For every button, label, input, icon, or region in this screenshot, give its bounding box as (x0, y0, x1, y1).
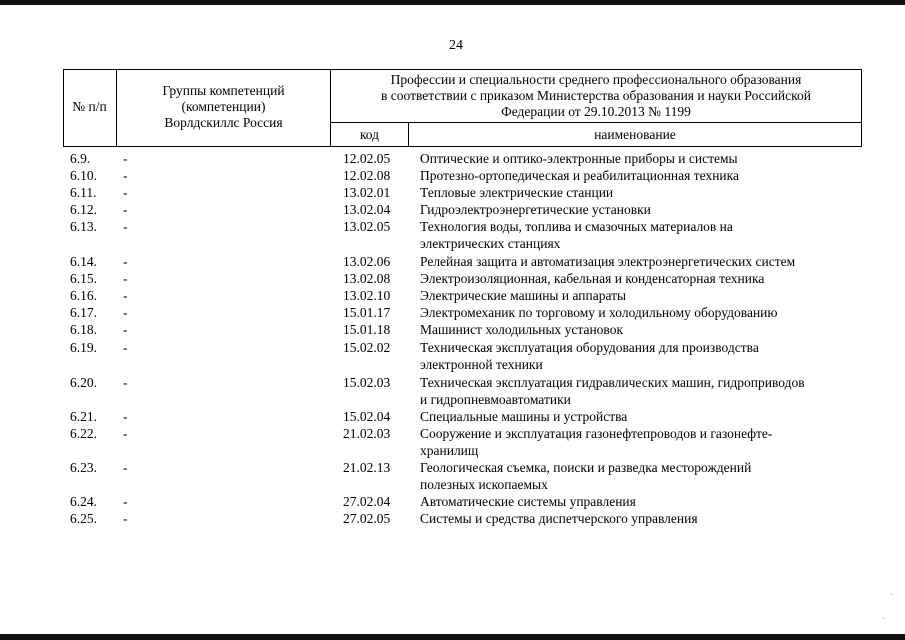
row-competence-group: - (123, 151, 128, 166)
row-number: 6.12. (70, 202, 97, 217)
row-code: 21.02.03 (343, 426, 391, 441)
row-number: 6.11. (70, 185, 97, 200)
header-col-prof (331, 72, 861, 120)
row-number: 6.20. (70, 375, 97, 390)
row-name (420, 271, 860, 288)
row-competence-group: - (123, 168, 128, 183)
row-name-line: Тепловые электрические станции (420, 185, 614, 200)
page-number: 24 (449, 38, 463, 53)
row-competence-group: - (123, 202, 128, 217)
row-number: 6.13. (70, 219, 97, 234)
row-number: 6.14. (70, 254, 97, 269)
row-number: 6.15. (70, 271, 97, 286)
row-competence-group: - (123, 185, 128, 200)
row-name-line: Электрические машины и аппараты (420, 288, 627, 303)
row-name (420, 288, 860, 305)
row-name (420, 426, 860, 459)
row-name (420, 494, 860, 511)
row-competence-group: - (123, 305, 128, 320)
row-number: 6.23. (70, 460, 97, 475)
row-name (420, 409, 860, 426)
header-col-num: № п/п (72, 99, 107, 114)
scan-speck: · (890, 590, 893, 599)
row-name-line: электронной техники (420, 356, 543, 372)
row-competence-group: - (123, 409, 128, 424)
row-name (420, 202, 860, 219)
row-number: 6.22. (70, 426, 97, 441)
row-code: 13.02.01 (343, 185, 391, 200)
row-number: 6.17. (70, 305, 97, 320)
row-name-line: Системы и средства диспетчерского управления (420, 511, 698, 526)
row-name-line: Техническая эксплуатация гидравлических машин, гидроприводов (420, 375, 805, 390)
row-name-line: Гидроэлектроэнергетические установки (420, 202, 651, 217)
row-competence-group: - (123, 375, 128, 390)
row-number: 6.25. (70, 511, 97, 526)
header-col-prof-line-2: в соответствии с приказом Министерства образования и науки Российской (381, 88, 811, 103)
row-name (420, 511, 860, 528)
top-scan-border (0, 0, 905, 5)
row-name-line: Машинист холодильных установок (420, 322, 624, 337)
row-name-line: электрических станциях (420, 235, 561, 251)
row-number: 6.24. (70, 494, 97, 509)
row-name-line: Техническая эксплуатация оборудования для производства (420, 340, 759, 355)
row-competence-group: - (123, 426, 128, 441)
header-subline (330, 122, 862, 123)
row-name-line: Сооружение и эксплуатация газонефтепроводов и газонефте- (420, 426, 773, 441)
row-code: 21.02.13 (343, 460, 391, 475)
header-border-top (63, 69, 862, 70)
bottom-scan-border (0, 634, 905, 640)
row-code: 15.02.04 (343, 409, 391, 424)
row-number: 6.18. (70, 322, 97, 337)
row-name-line: Протезно-ортопедическая и реабилитационная техника (420, 168, 739, 183)
header-border-bottom (63, 146, 862, 147)
row-code: 15.02.02 (343, 340, 391, 355)
row-competence-group: - (123, 271, 128, 286)
header-col-group (117, 83, 330, 131)
table-header (63, 69, 862, 147)
header-col-prof-line-1: Профессии и специальности среднего профессионального образования (390, 72, 802, 87)
header-col-group-line-3: Ворлдскиллс Россия (164, 115, 283, 130)
row-competence-group: - (123, 322, 128, 337)
row-code: 15.02.03 (343, 375, 391, 390)
row-number: 6.16. (70, 288, 97, 303)
row-competence-group: - (123, 219, 128, 234)
row-name (420, 322, 860, 339)
row-name-line: Автоматические системы управления (420, 494, 636, 509)
row-name-line: хранилищ (420, 442, 479, 458)
row-competence-group: - (123, 254, 128, 269)
row-code: 13.02.05 (343, 219, 391, 234)
row-competence-group: - (123, 494, 128, 509)
header-border-right (861, 69, 862, 147)
row-number: 6.9. (70, 151, 91, 166)
row-name-line: Релейная защита и автоматизация электроэнергетических систем (420, 254, 796, 269)
row-code: 15.01.17 (343, 305, 391, 320)
row-name-line: полезных ископаемых (420, 476, 548, 492)
row-code: 13.02.08 (343, 271, 391, 286)
header-col-prof-line-3: Федерации от 29.10.2013 № 1199 (501, 104, 691, 119)
row-code: 13.02.10 (343, 288, 391, 303)
row-code: 27.02.04 (343, 494, 391, 509)
row-name (420, 185, 860, 202)
row-competence-group: - (123, 288, 128, 303)
row-name (420, 340, 860, 373)
row-name (420, 460, 860, 493)
row-name (420, 305, 860, 322)
header-col-code: код (359, 127, 380, 142)
row-competence-group: - (123, 340, 128, 355)
scan-speck: · (882, 614, 885, 623)
row-name-line: и гидропневмоавтоматики (420, 391, 571, 407)
row-name-line: Геологическая съемка, поиски и разведка месторождений (420, 460, 752, 475)
row-name-line: Электроизоляционная, кабельная и конденсаторная техника (420, 271, 765, 286)
row-name-line: Оптические и оптико-электронные приборы и системы (420, 151, 738, 166)
row-number: 6.21. (70, 409, 97, 424)
row-name (420, 151, 860, 168)
header-col-group-line-1: Группы компетенций (162, 83, 285, 98)
row-code: 27.02.05 (343, 511, 391, 526)
row-name-line: Специальные машины и устройства (420, 409, 628, 424)
header-col-name: наименование (594, 127, 676, 142)
row-code: 12.02.05 (343, 151, 391, 166)
row-name (420, 168, 860, 185)
row-code: 13.02.06 (343, 254, 391, 269)
header-col-group-line-2: (компетенции) (181, 99, 266, 114)
row-number: 6.19. (70, 340, 97, 355)
row-number: 6.10. (70, 168, 97, 183)
row-code: 12.02.08 (343, 168, 391, 183)
row-code: 15.01.18 (343, 322, 391, 337)
row-competence-group: - (123, 460, 128, 475)
row-competence-group: - (123, 511, 128, 526)
row-name (420, 254, 860, 271)
row-code: 13.02.04 (343, 202, 391, 217)
row-name (420, 219, 860, 252)
row-name-line: Электромеханик по торговому и холодильному оборудованию (420, 305, 778, 320)
row-name (420, 375, 860, 408)
row-name-line: Технология воды, топлива и смазочных материалов на (420, 219, 733, 234)
